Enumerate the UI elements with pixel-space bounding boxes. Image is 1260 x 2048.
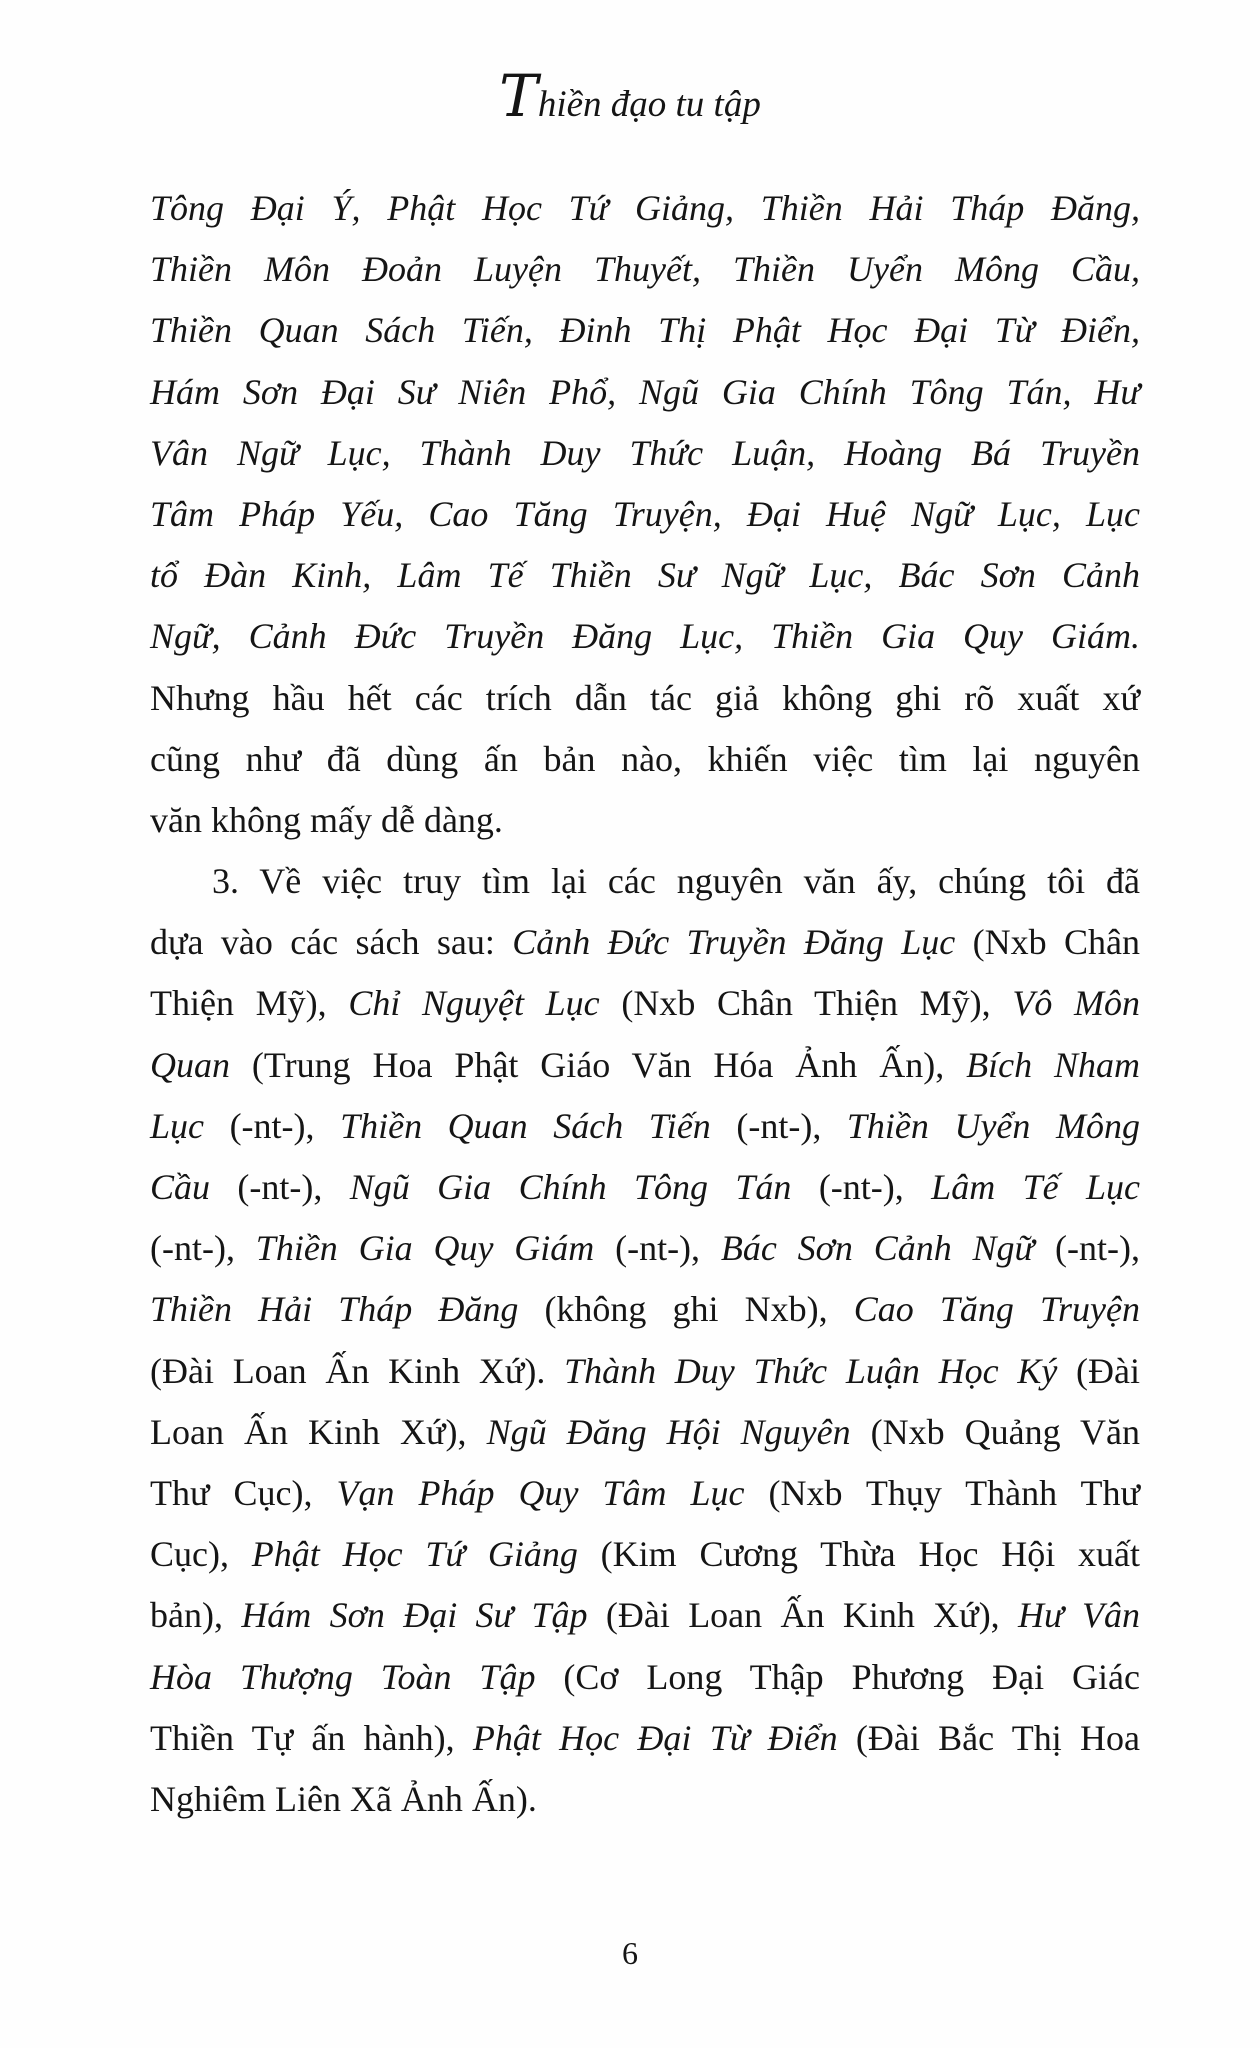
- text-line: [150, 178, 1140, 239]
- page-number: 6: [622, 1935, 638, 1971]
- text-line: [150, 545, 1140, 606]
- italic-title-segment: Ngữ, Cảnh Đức Truyền Đăng Lục, Thiền Gia Quy Giám.: [150, 616, 1140, 657]
- text-segment: Thư Cục),: [150, 1472, 337, 1513]
- italic-title-segment: Cầu: [150, 1167, 211, 1207]
- italic-title-segment: Thiền Quan Sách Tiến, Đinh Thị Phật Học Đại Từ Điển,: [150, 310, 1140, 351]
- text-line: [150, 1647, 1140, 1708]
- text-segment: (Trung Hoa Phật Giáo Văn Hóa Ảnh Ấn),: [230, 1044, 967, 1085]
- text-line: [150, 1157, 1140, 1218]
- italic-title-segment: Cao Tăng Truyện: [853, 1289, 1140, 1330]
- text-segment: (Đài Loan Ấn Kinh Xứ).: [150, 1350, 565, 1391]
- text-line: [150, 1035, 1140, 1096]
- text-segment: (không ghi Nxb),: [518, 1289, 854, 1330]
- text-line: [150, 790, 1140, 851]
- italic-title-segment: Tông Đại Ý, Phật Học Tứ Giảng, Thiền Hải Tháp Đăng,: [150, 188, 1140, 228]
- italic-title-segment: Hư Vân: [1018, 1595, 1140, 1636]
- text-line: [150, 1218, 1140, 1279]
- text-line: [150, 300, 1140, 361]
- italic-title-segment: Lục: [150, 1105, 204, 1146]
- text-segment: (-nt-),: [204, 1105, 341, 1146]
- text-segment: Thiện Mỹ),: [150, 983, 349, 1024]
- italic-title-segment: Thiền Uyển Mông: [846, 1105, 1140, 1146]
- italic-title-segment: Lâm Tế Lục: [931, 1167, 1140, 1207]
- italic-title-segment: Bích Nham: [966, 1044, 1140, 1085]
- text-segment: (Kim Cương Thừa Học Hội xuất: [577, 1534, 1141, 1575]
- italic-title-segment: Ngũ Đăng Hội Nguyên: [486, 1411, 851, 1452]
- running-header: [0, 62, 1260, 130]
- italic-title-segment: Bác Sơn Cảnh Ngữ: [720, 1228, 1035, 1269]
- italic-title-segment: Vô Môn: [1012, 983, 1141, 1024]
- text-line: [150, 851, 1140, 912]
- italic-title-segment: Hám Sơn Đại Sư Niên Phổ, Ngũ Gia Chính Tông Tán, Hư: [150, 371, 1140, 412]
- text-line: [150, 1402, 1140, 1463]
- text-segment: (-nt-),: [1034, 1228, 1140, 1269]
- text-line: [150, 362, 1140, 423]
- text-line: [150, 1341, 1140, 1402]
- text-segment: bản),: [150, 1595, 242, 1636]
- text-line: [150, 1463, 1140, 1524]
- text-line: [150, 1769, 1140, 1830]
- text-segment: cũng như đã dùng ấn bản nào, khiến việc tìm lại nguyên: [150, 738, 1140, 779]
- text-line: [150, 912, 1140, 973]
- text-line: [150, 239, 1140, 300]
- text-segment: Nghiêm Liên Xã Ảnh Ấn).: [150, 1778, 537, 1819]
- italic-title-segment: Vân Ngữ Lục, Thành Duy Thức Luận, Hoàng Bá Truyền: [150, 432, 1140, 473]
- italic-title-segment: Thiền Gia Quy Giám: [255, 1228, 595, 1269]
- italic-title-segment: Thiền Hải Tháp Đăng: [150, 1289, 519, 1330]
- text-line: [150, 1279, 1140, 1340]
- italic-title-segment: Phật Học Tứ Giảng: [251, 1534, 578, 1575]
- text-segment: (Nxb Chân: [955, 922, 1140, 963]
- text-segment: (Nxb Quảng Văn: [850, 1411, 1141, 1452]
- italic-title-segment: Hòa Thượng Toàn Tập: [150, 1656, 536, 1697]
- italic-title-segment: Thiền Quan Sách Tiến: [340, 1105, 711, 1146]
- running-title-initial: T: [499, 62, 538, 130]
- text-line: [150, 973, 1140, 1034]
- italic-title-segment: Chỉ Nguyệt Lục: [348, 983, 600, 1024]
- text-segment: (Đài: [1057, 1350, 1141, 1391]
- italic-title-segment: tổ Đàn Kinh, Lâm Tế Thiền Sư Ngữ Lục, Bác Sơn Cảnh: [150, 555, 1140, 596]
- text-segment: Thiền Tự ấn hành),: [150, 1717, 473, 1758]
- italic-title-segment: Thiền Môn Đoản Luyện Thuyết, Thiền Uyển Mông Cầu,: [150, 249, 1140, 290]
- text-line: [150, 1708, 1140, 1769]
- text-segment: (Đài Loan Ấn Kinh Xứ),: [587, 1595, 1019, 1636]
- text-line: [150, 484, 1140, 545]
- body-text: [150, 178, 1140, 1830]
- text-segment: (Đài Bắc Thị Hoa: [837, 1717, 1140, 1758]
- italic-title-segment: Vạn Pháp Quy Tâm Lục: [336, 1472, 745, 1513]
- text-segment: (-nt-),: [210, 1167, 350, 1207]
- text-segment: Loan Ấn Kinh Xứ),: [150, 1411, 487, 1452]
- text-line: [150, 1585, 1140, 1646]
- italic-title-segment: Quan: [150, 1044, 230, 1085]
- text-segment: văn không mấy dễ dàng.: [150, 799, 503, 840]
- text-line: [150, 1096, 1140, 1157]
- text-segment: Nhưng hầu hết các trích dẫn tác giả không ghi rõ xuất xứ: [150, 677, 1140, 718]
- italic-title-segment: Hám Sơn Đại Sư Tập: [241, 1595, 588, 1636]
- italic-title-segment: Tâm Pháp Yếu, Cao Tăng Truyện, Đại Huệ Ngữ Lục, Lục: [150, 493, 1140, 534]
- text-segment: Cục),: [150, 1534, 252, 1575]
- text-segment: (-nt-),: [150, 1228, 256, 1269]
- text-line: [150, 729, 1140, 790]
- text-segment: (Cơ Long Thập Phương Đại Giác: [535, 1656, 1140, 1697]
- text-segment: (-nt-),: [791, 1167, 932, 1207]
- text-line: [150, 423, 1140, 484]
- text-segment: (-nt-),: [594, 1228, 721, 1269]
- text-segment: dựa vào các sách sau:: [150, 922, 513, 963]
- italic-title-segment: Thành Duy Thức Luận Học Ký: [564, 1350, 1058, 1391]
- text-line: [150, 668, 1140, 729]
- italic-title-segment: Ngũ Gia Chính Tông Tán: [349, 1167, 792, 1207]
- running-title: hiền đạo tu tập: [537, 84, 761, 125]
- text-line: [150, 1524, 1140, 1585]
- italic-title-segment: Phật Học Đại Từ Điển: [472, 1717, 838, 1758]
- text-line: [150, 606, 1140, 667]
- text-segment: (Nxb Thụy Thành Thư: [744, 1472, 1141, 1513]
- text-segment: (-nt-),: [710, 1105, 847, 1146]
- text-segment: 3. Về việc truy tìm lại các nguyên văn ấy, chúng tôi đã: [212, 861, 1140, 902]
- text-segment: (Nxb Chân Thiện Mỹ),: [599, 983, 1013, 1024]
- italic-title-segment: Cảnh Đức Truyền Đăng Lục: [512, 922, 956, 963]
